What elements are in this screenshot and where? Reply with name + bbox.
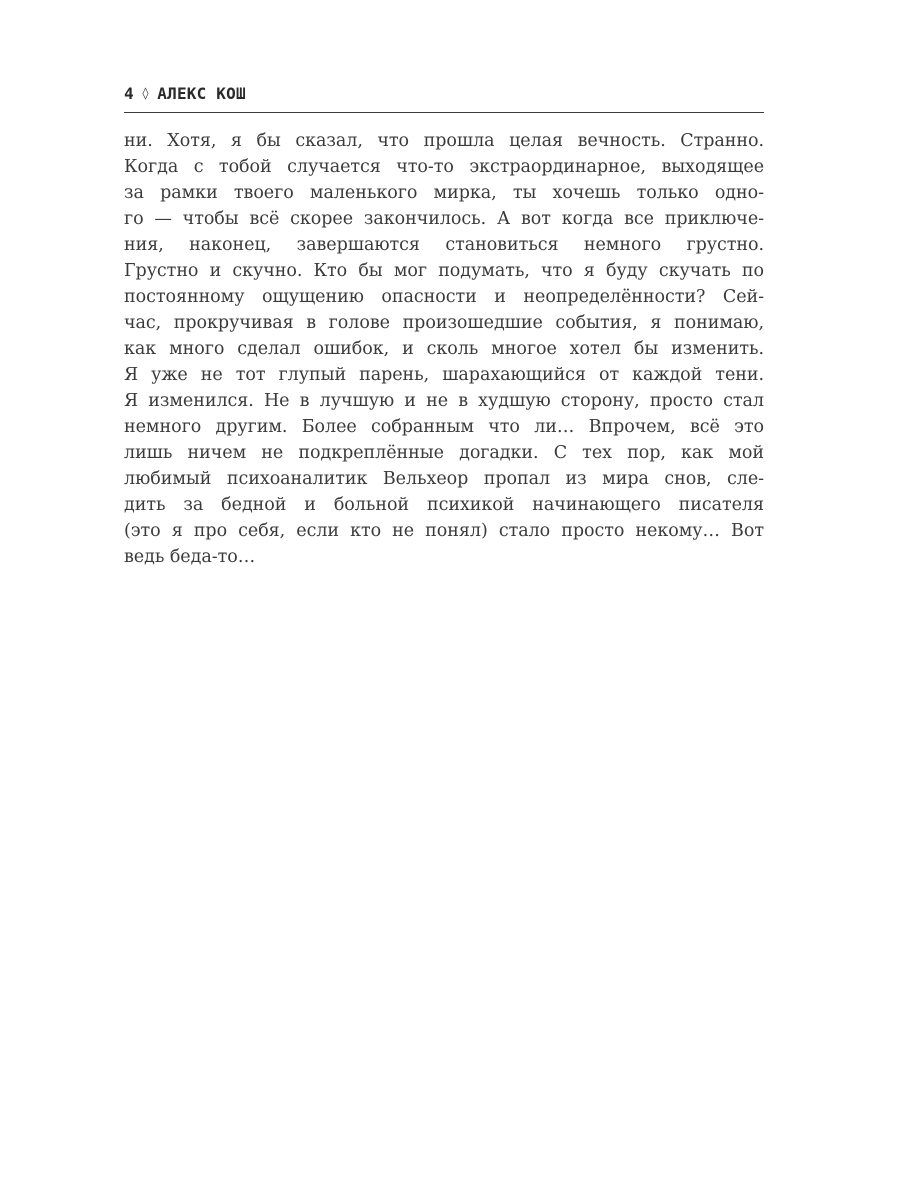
text-line: постоянному ощущению опасности и неопределённости? Сей- xyxy=(124,287,764,307)
text-line: дить за бедной и больной психикой начинающего писателя xyxy=(124,495,764,515)
text-line: ведь беда-то… xyxy=(124,547,256,567)
text-line: го — чтобы всё скорее закончилось. А вот когда все приключе- xyxy=(124,209,764,229)
text-line: ни. Хотя, я бы сказал, что прошла целая вечность. Странно. xyxy=(124,131,764,151)
text-line: Когда с тобой случается что-то экстраординарное, выходящее xyxy=(124,157,764,177)
text-line: лишь ничем не подкреплённые догадки. С тех пор, как мой xyxy=(124,443,764,463)
text-line: (это я про себя, если кто не понял) стало просто некому… Вот xyxy=(124,521,764,541)
body-text xyxy=(124,128,764,570)
page-number: 4 xyxy=(124,84,134,103)
text-line: любимый психоаналитик Вельхеор пропал из мира снов, сле- xyxy=(124,469,764,489)
text-line: ния, наконец, завершаются становиться немного грустно. xyxy=(124,235,764,255)
text-line: как много сделал ошибок, и сколь многое хотел бы изменить. xyxy=(124,339,764,359)
header-rule xyxy=(124,112,764,113)
text-line: Я изменился. Не в лучшую и не в худшую сторону, просто стал xyxy=(124,391,764,411)
author-name: АЛЕКС КОШ xyxy=(157,84,246,103)
text-line: Грустно и скучно. Кто бы мог подумать, что я буду скучать по xyxy=(124,261,764,281)
text-line: за рамки твоего маленького мирка, ты хочешь только одно- xyxy=(124,183,764,203)
running-head xyxy=(124,82,764,106)
text-line: Я уже не тот глупый парень, шарахающийся от каждой тени. xyxy=(124,365,764,385)
text-line: немного другим. Более собранным что ли… Впрочем, всё это xyxy=(124,417,764,437)
text-line: час, прокручивая в голове произошедшие события, я понимаю, xyxy=(124,313,764,333)
diamond-separator-icon: ◊ xyxy=(141,86,150,100)
